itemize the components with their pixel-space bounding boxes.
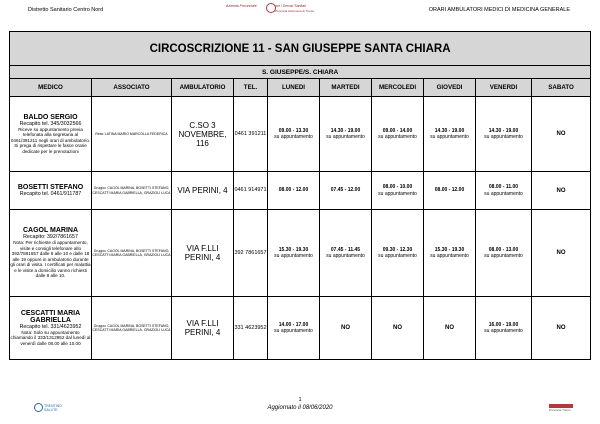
- slot-time: 15.30 - 19.30: [278, 246, 309, 253]
- venerdi-cell: [476, 210, 532, 297]
- table-body: [10, 97, 591, 360]
- tel-cell: 0461 391211: [234, 97, 268, 172]
- tel-cell: 0461 914971: [234, 172, 268, 210]
- doctor-name: BALDO SERGIO: [23, 113, 78, 121]
- doctor-phone: Recapito tel. 331/4623952: [19, 323, 82, 330]
- col-tel: TEL.: [234, 79, 268, 97]
- sabato-cell: NO: [532, 97, 591, 172]
- col-ambulatorio: AMBULATORIO: [172, 79, 234, 97]
- logo-line1: Azienda Provinciale: [226, 4, 257, 8]
- associato-cell: Gruppo: CAGOL MARINA, BOSETTI STEFANO, CESCATTI MARIA GABRIELLA, GRAZIOLI LUCA: [92, 210, 172, 297]
- slot-time: 07.45 - 12.00: [330, 187, 361, 194]
- ambulatorio-cell: VIA F.LLI PERINI, 4: [172, 297, 234, 360]
- col-mercoledi: MERCOLEDI: [372, 79, 424, 97]
- doctor-name: CESCATTI MARIA GABRIELLA: [20, 309, 81, 324]
- updated-date: Aggiornato il 08/06/2020: [267, 405, 333, 411]
- slot-note: su appuntamento: [378, 190, 417, 197]
- medico-cell: [10, 172, 92, 210]
- table-row: [10, 297, 591, 360]
- slot-time: 08.00 - 12.00: [278, 187, 309, 194]
- tel-cell: 331 4623952: [234, 297, 268, 360]
- col-associato: ASSOCIATO: [92, 79, 172, 97]
- slot-time: 08.00 - 12.00: [434, 187, 465, 194]
- slot-time: 07.45 - 11.45: [330, 246, 361, 253]
- medico-cell: [10, 210, 92, 297]
- header-district: Distretto Sanitario Centro Nord: [28, 7, 104, 13]
- header-doc-title: ORARI AMBULATORI MEDICI DI MEDICINA GENERALE: [428, 7, 570, 13]
- slot-note: su appuntamento: [326, 253, 365, 259]
- venerdi-cell: [476, 297, 532, 360]
- col-sabato: SABATO: [532, 79, 591, 97]
- slot-time: 14.30 - 19.00: [330, 127, 361, 134]
- table-row: [10, 97, 591, 172]
- slot-note: su appuntamento: [484, 134, 523, 140]
- col-lunedi: LUNEDI: [268, 79, 320, 97]
- giovedi-cell: NO: [424, 297, 476, 360]
- slot-time: 16.00 - 19.00: [488, 321, 519, 328]
- slot-time: 14.30 - 19.00: [488, 127, 519, 134]
- page-number: 1: [298, 397, 302, 403]
- mercoledi-cell: [372, 172, 424, 210]
- doctor-phone: Recapito tel. 345/3032566: [19, 120, 82, 127]
- slot-note: su appuntamento: [430, 134, 469, 140]
- slot-note: su appuntamento: [484, 328, 523, 334]
- medico-cell: [10, 97, 92, 172]
- slot-note: su appuntamento: [430, 253, 469, 259]
- col-giovedi: GIOVEDI: [424, 79, 476, 97]
- col-medico: MEDICO: [10, 79, 92, 97]
- doctor-name: BOSETTI STEFANO: [17, 184, 84, 191]
- giovedi-cell: [424, 172, 476, 210]
- table-subtitle: S. GIUSEPPE/S. CHIARA: [10, 66, 591, 79]
- lunedi-cell: [268, 97, 320, 172]
- slot-note: su appuntamento: [274, 253, 313, 259]
- doctor-note: Nota: Per richieste di appuntamento, visite e consigli telefonare allo 392/7861657 dalle 8 alle 10 e dalle 18 alle 19 oppure in ambulatorio durante gli orari di visita. I certificati per malattia e le visite a domicilio vanno richiesti dalle 8 alle 10.: [10, 239, 91, 279]
- martedi-cell: [320, 97, 372, 172]
- table-row: [10, 172, 591, 210]
- sabato-cell: NO: [532, 297, 591, 360]
- doctor-note: Nota: Solo su appuntamento chiamando il 333/1312952 dal lunedì al venerdì dalle 08.00 alle 10.00: [10, 329, 91, 346]
- table-row: [10, 210, 591, 297]
- logo-line3: Provincia Autonoma di Trento: [275, 9, 315, 13]
- slot-note: su appuntamento: [484, 253, 523, 259]
- lunedi-cell: [268, 297, 320, 360]
- slot-note: su appuntamento: [484, 190, 523, 197]
- ambulatorio-cell: VIA PERINI, 4: [172, 172, 234, 210]
- associato-cell: Reta: LATINA MARIO MARCOLLA FEDERICA: [92, 97, 172, 172]
- slot-time: 09.00 - 13.30: [278, 127, 309, 134]
- schedule-table-wrap: [9, 31, 590, 360]
- slot-time: 08.00 - 13.00: [488, 246, 519, 253]
- giovedi-cell: [424, 210, 476, 297]
- venerdi-cell: [476, 97, 532, 172]
- slot-time: 08.00 - 10.00: [382, 184, 413, 191]
- ambulatorio-cell: VIA F.LLI PERINI, 4: [172, 210, 234, 297]
- mercoledi-cell: NO: [372, 297, 424, 360]
- slot-time: 14.00 - 17.00: [278, 321, 309, 328]
- martedi-cell: [320, 172, 372, 210]
- slot-note: su appuntamento: [274, 134, 313, 140]
- doctor-name: CAGOL MARINA: [22, 226, 79, 234]
- provincia-logo: [549, 404, 573, 412]
- associato-cell: Gruppo: CAGOL MARINA, BOSETTI STEFANO, CESCATTI MARIA GABRIELLA, GRAZIOLI LUCA: [92, 297, 172, 360]
- martedi-cell: NO: [320, 297, 372, 360]
- slot-note: su appuntamento: [274, 328, 313, 334]
- slot-time: 08.00 - 11.00: [488, 184, 519, 191]
- lunedi-cell: [268, 172, 320, 210]
- logo-line2: per i Servizi Sanitari: [275, 4, 307, 8]
- sabato-cell: NO: [532, 172, 591, 210]
- doctor-phone: Recapito tel. 0461/911787: [19, 191, 82, 197]
- ambulatorio-cell: C.SO 3 NOVEMBRE, 116: [172, 97, 234, 172]
- footer-logo-right-text: Provincia Trento: [549, 408, 571, 412]
- tel-cell: 392 7861657: [234, 210, 268, 297]
- footer-logo-left-text: TRENTINO SALUTE: [44, 404, 62, 412]
- martedi-cell: [320, 210, 372, 297]
- slot-time: 09.00 - 14.00: [382, 127, 413, 134]
- medico-cell: [10, 297, 92, 360]
- col-martedi: MARTEDI: [320, 79, 372, 97]
- giovedi-cell: [424, 97, 476, 172]
- col-venerdi: VENERDI: [476, 79, 532, 97]
- slot-time: 15.30 - 19.30: [434, 246, 465, 253]
- slot-time: 09.30 - 12.30: [382, 246, 413, 253]
- slot-note: su appuntamento: [326, 134, 365, 140]
- associato-cell: Gruppo: CAGOL MARINA, BOSETTI STEFANO, CESCATTI MARIA GABRIELLA, GRAZIOLI LUCA: [92, 172, 172, 210]
- slot-note: su appuntamento: [378, 253, 417, 259]
- sabato-cell: NO: [532, 210, 591, 297]
- venerdi-cell: [476, 172, 532, 210]
- mercoledi-cell: [372, 210, 424, 297]
- column-headers: [10, 79, 591, 97]
- schedule-table: [9, 31, 591, 360]
- apss-logo: [226, 3, 316, 17]
- doctor-note: Riceve su appuntamento previa telefonata alla segretaria al 0461/391211 negli orari di ambulatorio. Si prega di rispettare le fasce orarie dedicate per le prenotazioni: [10, 126, 91, 154]
- lunedi-cell: [268, 210, 320, 297]
- doctor-phone: Recapito: 392/7861657: [23, 233, 78, 240]
- slot-time: 14.30 - 19.00: [434, 127, 465, 134]
- mercoledi-cell: [372, 97, 424, 172]
- slot-note: su appuntamento: [378, 134, 417, 140]
- table-title: CIRCOSCRIZIONE 11 - SAN GIUSEPPE SANTA CHIARA: [10, 32, 591, 66]
